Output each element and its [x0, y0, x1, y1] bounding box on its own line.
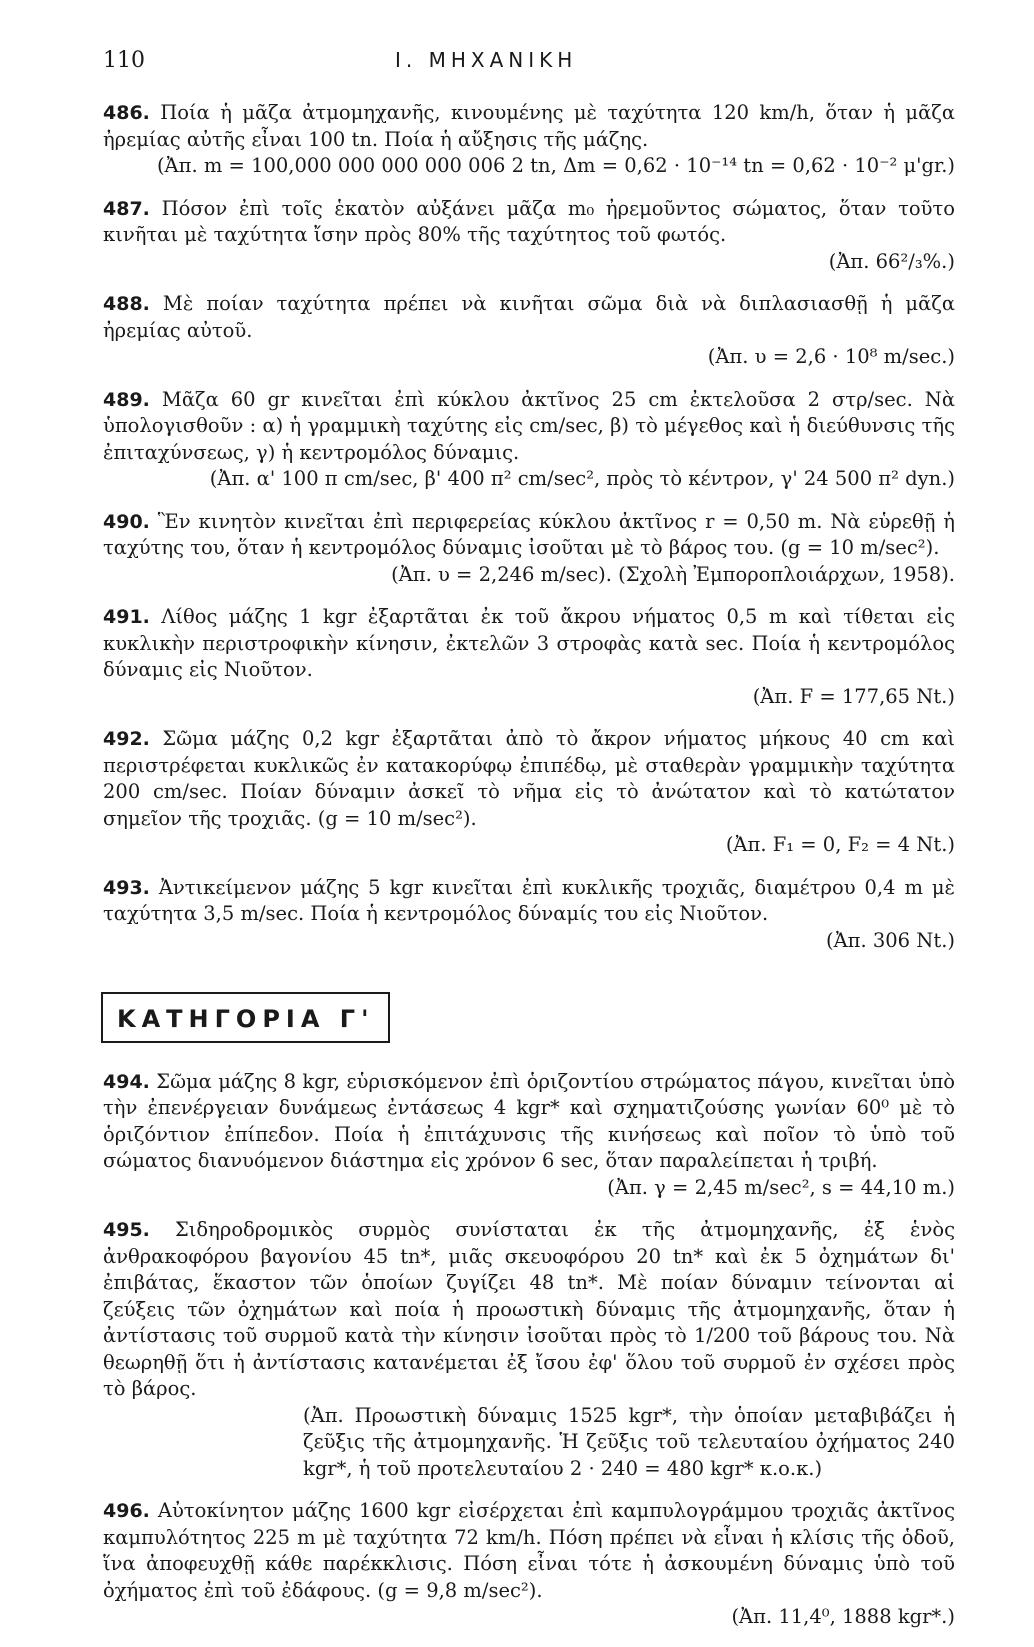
problem-item	[103, 1217, 955, 1482]
problem-item	[103, 875, 955, 955]
problem-answer: (Ἀπ. υ = 2,6 · 10⁸ m/sec.)	[707, 345, 955, 368]
problem-number: 496.	[103, 1500, 150, 1522]
problem-answer: (Ἀπ. υ = 2,246 m/sec). (Σχολὴ Ἐμποροπλοιάρχων, 1958).	[391, 562, 955, 586]
problem-text: Μᾶζα 60 gr κινεῖται ἐπὶ κύκλου ἀκτῖνος 25 cm ἐκτελοῦσα 2 στρ/sec. Νὰ ὑπολογισθοῦν : α) ἡ γραμμικὴ ταχύτης εἰς cm/sec, β) τὸ μέγεθος καὶ ἡ διεύθυνσις τῆς ἐπιταχύνσεως, γ) ἡ κεντρομόλος δύναμις.	[103, 387, 955, 464]
problem-number: 493.	[103, 876, 150, 899]
problem-text: Μὲ ποίαν ταχύτητα πρέπει νὰ κινῆται σῶμα διὰ νὰ διπλασιασθῇ ἡ μᾶζα ἠρεμίας αὐτοῦ.	[103, 292, 955, 342]
problem-answer: (Ἀπ. Προωστικὴ δύναμις 1525 kgr*, τὴν ὁποίαν μεταβιβάζει ἡ ζεῦξις τῆς ἀτμομηχανῆς. Ἡ ζεῦξις τοῦ τελευταίου ὀχήματος 240 kgr*, ἡ τοῦ προτελευταίου 2 · 240 = 480 kgr* κ.ο.κ.)	[303, 1403, 955, 1480]
problem-item	[103, 1069, 955, 1202]
category-heading: ΚΑΤΗΓΟΡΙΑ Γ'	[101, 992, 390, 1043]
problem-number: 492.	[103, 728, 150, 750]
problem-text: Σιδηροδρομικὸς συρμὸς συνίσταται ἐκ τῆς ἀτμομηχανῆς, ἐξ ἑνὸς ἀνθρακοφόρου βαγονίου 45 tn*, μιᾶς σκευοφόρου 20 tn* καὶ ἐκ 5 ὀχημάτων δι' ἐπιβάτας, ἕκαστον τῶν ὁποίων ζυγίζει 48 tn*. Μὲ ποίαν δύναμιν τείνονται αἱ ζεύξεις τῶν ὀχημάτων καὶ ποία ἡ προωστικὴ δύναμις τῆς ἀτμομηχανῆς, ὅταν ἡ ἀντίστασις τοῦ συρμοῦ κατὰ τὴν κίνησιν ἰσοῦται πρὸς τὸ 1/200 τοῦ βάρους του. Νὰ θεωρηθῇ ὅτι ἡ ἀντίστασις κατανέμεται ἐξ ἴσου ἐφ' ὅλου τοῦ συρμοῦ ἐν σχέσει πρὸς τὸ βάρος.	[103, 1218, 955, 1400]
problem-text: Ἀντικείμενον μάζης 5 kgr κινεῖται ἐπὶ κυκλικῆς τροχιᾶς, διαμέτρου 0,4 m μὲ ταχύτητα 3,5 m/sec. Ποία ἡ κεντρομόλος δύναμίς του εἰς Νιοῦτον.	[103, 875, 955, 925]
problem-answer: (Ἀπ. 66²/₃%.)	[828, 249, 955, 273]
problem-number: 491.	[103, 606, 150, 628]
problem-item	[103, 291, 955, 371]
page-header	[103, 48, 954, 88]
problem-text: Πόσον ἐπὶ τοῖς ἑκατὸν αὐξάνει μᾶζα m₀ ἠρεμοῦντος σώματος, ὅταν τοῦτο κινῆται μὲ ταχύτητα ἴσην πρὸς 80% τῆς ταχύτητος τοῦ φωτός.	[103, 196, 955, 246]
problem-text: Ἓν κινητὸν κινεῖται ἐπὶ περιφερείας κύκλου ἀκτῖνος r = 0,50 m. Νὰ εὑρεθῇ ἡ ταχύτης του, ὅταν ἡ κεντρομόλος δύναμις ἰσοῦται μὲ τὸ βάρος του. (g = 10 m/sec²).	[103, 509, 955, 559]
problem-number: 487.	[103, 197, 150, 220]
problem-text: Σῶμα μάζης 0,2 kgr ἐξαρτᾶται ἀπὸ τὸ ἄκρον νήματος μήκους 40 cm καὶ περιστρέφεται κυκλικῶς ἐν κατακορύφῳ ἐπιπέδῳ, μὲ σταθερὰν γραμμικὴν ταχύτητα 200 cm/sec. Ποίαν δύναμιν ἀσκεῖ τὸ νῆμα εἰς τὸ ἀνώτατον καὶ τὸ κατώτατον σημεῖον τῆς τροχιᾶς. (g = 10 m/sec²).	[103, 727, 956, 830]
problem-answer: (Ἀπ. m = 100,000 000 000 000 006 2 tn, Δm = 0,62 · 10⁻¹⁴ tn = 0,62 · 10⁻² μ'gr.)	[156, 154, 955, 177]
page-body	[103, 100, 955, 1647]
problem-answer: (Ἀπ. 306 Nt.)	[825, 928, 955, 952]
problem-item	[103, 1498, 955, 1631]
problem-number: 495.	[103, 1219, 150, 1241]
problem-item	[103, 726, 955, 859]
problem-answer: (Ἀπ. 11,4⁰, 1888 kgr*.)	[731, 1605, 955, 1628]
problem-answer: (Ἀπ. α' 100 π cm/sec, β' 400 π² cm/sec², πρὸς τὸ κέντρον, γ' 24 500 π² dyn.)	[209, 467, 955, 490]
problem-number: 490.	[103, 510, 150, 533]
problem-number: 494.	[103, 1070, 150, 1093]
problem-answer: (Ἀπ. F = 177,65 Nt.)	[752, 684, 955, 708]
problem-text: Λίθος μάζης 1 kgr ἐξαρτᾶται ἐκ τοῦ ἄκρου νήματος 0,5 m καὶ τίθεται εἰς κυκλικὴν περιστροφικὴν κίνησιν, ἐκτελῶν 3 στροφὰς κατὰ sec. Ποία ἡ κεντρομόλος δύναμις εἰς Νιοῦτον.	[103, 605, 955, 681]
problem-number: 488.	[103, 293, 150, 315]
problem-answer: (Ἀπ. F₁ = 0, F₂ = 4 Nt.)	[725, 833, 955, 856]
problem-text: Ποία ἡ μᾶζα ἀτμομηχανῆς, κινουμένης μὲ ταχύτητα 120 km/h, ὅταν ἡ μᾶζα ἠρεμίας αὐτῆς εἶναι 100 tn. Ποία ἡ αὔξησις τῆς μάζης.	[103, 101, 955, 151]
problem-item	[103, 100, 955, 180]
problem-item	[103, 196, 955, 276]
problem-item	[103, 387, 955, 493]
problem-number: 486.	[103, 102, 150, 124]
problem-list-b	[103, 1069, 955, 1631]
problem-item	[103, 509, 955, 589]
page-number: 110	[103, 48, 145, 73]
running-title: Ι. ΜΗΧΑΝΙΚΗ	[395, 48, 578, 72]
problem-item	[103, 604, 955, 710]
problem-number: 489.	[103, 388, 150, 411]
problem-answer: (Ἀπ. γ = 2,45 m/sec², s = 44,10 m.)	[607, 1175, 955, 1199]
problem-text: Σῶμα μάζης 8 kgr, εὑρισκόμενον ἐπὶ ὁριζοντίου στρώματος πάγου, κινεῖται ὑπὸ τὴν ἐπενέργειαν δυνάμεως ἐντάσεως 4 kgr* καὶ σχηματιζούσης γωνίαν 60⁰ μὲ τὸ ὁριζόντιον ἐπίπεδον. Ποία ἡ ἐπιτάχυνσις τῆς κινήσεως καὶ ποῖον τὸ ὑπὸ τοῦ σώματος διανυόμενον διάστημα εἰς χρόνον 6 sec, ὅταν παραλείπεται ἡ τριβή.	[103, 1069, 955, 1172]
problem-list-a	[103, 100, 955, 954]
problem-text: Αὐτοκίνητον μάζης 1600 kgr εἰσέρχεται ἐπὶ καμπυλογράμμου τροχιᾶς ἀκτῖνος καμπυλότητος 225 m μὲ ταχύτητα 72 km/h. Πόση πρέπει νὰ εἶναι ἡ κλίσις τῆς ὁδοῦ, ἵνα ἀποφευχθῇ κάθε παρέκκλισις. Πόση εἶναι τότε ἡ ἀσκουμένη δύναμις ὑπὸ τοῦ ὀχήματος ἐπὶ τοῦ ἐδάφους. (g = 9,8 m/sec²).	[103, 1499, 955, 1602]
